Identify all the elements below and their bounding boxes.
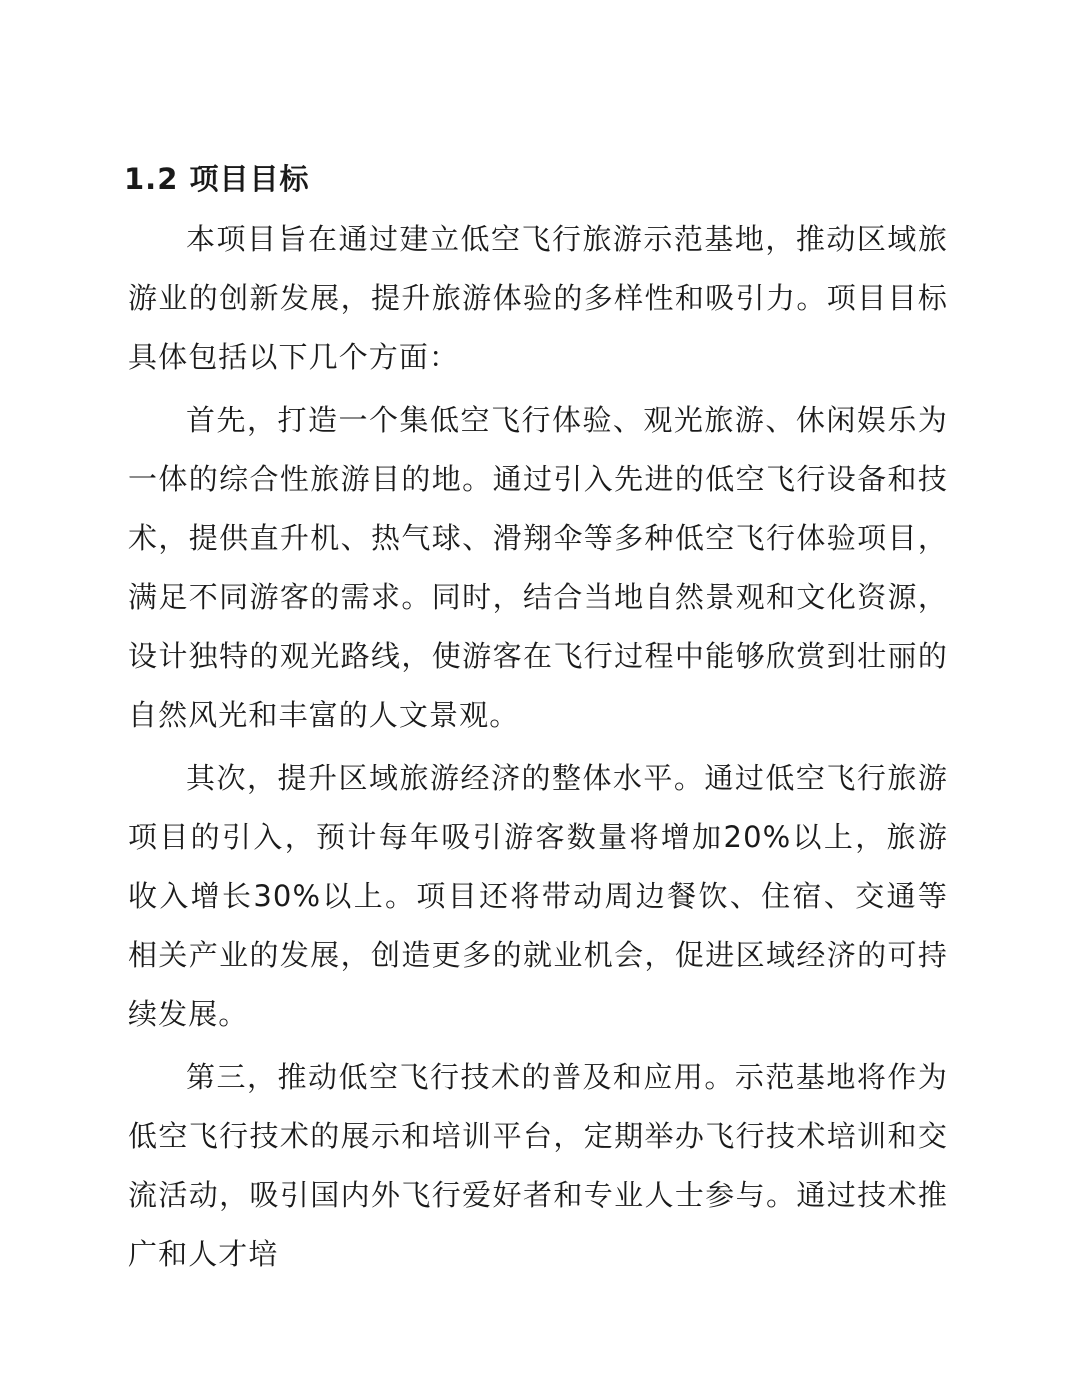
paragraph-first-goal: 首先，打造一个集低空飞行体验、观光旅游、休闲娱乐为一体的综合性旅游目的地。通过引入先进的低空飞行设备和技术，提供直升机、热气球、滑翔伞等多种低空飞行体验项目，满足不同游客的需求。同时，结合当地自然景观和文化资源，设计独特的观光路线，使游客在飞行过程中能够欣赏到壮丽的自然风光和丰富的人文景观。 xyxy=(128,403,948,732)
section-body xyxy=(128,210,948,1288)
paragraph-second-goal: 其次，提升区域旅游经济的整体水平。通过低空飞行旅游项目的引入，预计每年吸引游客数量将增加20%以上，旅游收入增长30%以上。项目还将带动周边餐饮、住宿、交通等相关产业的发展，创造更多的就业机会，促进区域经济的可持续发展。 xyxy=(128,761,948,1031)
section-heading: 1.2 项目目标 xyxy=(124,162,310,196)
paragraph-intro: 本项目旨在通过建立低空飞行旅游示范基地，推动区域旅游业的创新发展，提升旅游体验的多样性和吸引力。项目目标具体包括以下几个方面： xyxy=(128,222,948,374)
paragraph-third-goal: 第三，推动低空飞行技术的普及和应用。示范基地将作为低空飞行技术的展示和培训平台，定期举办飞行技术培训和交流活动，吸引国内外飞行爱好者和专业人士参与。通过技术推广和人才培 xyxy=(128,1060,948,1271)
